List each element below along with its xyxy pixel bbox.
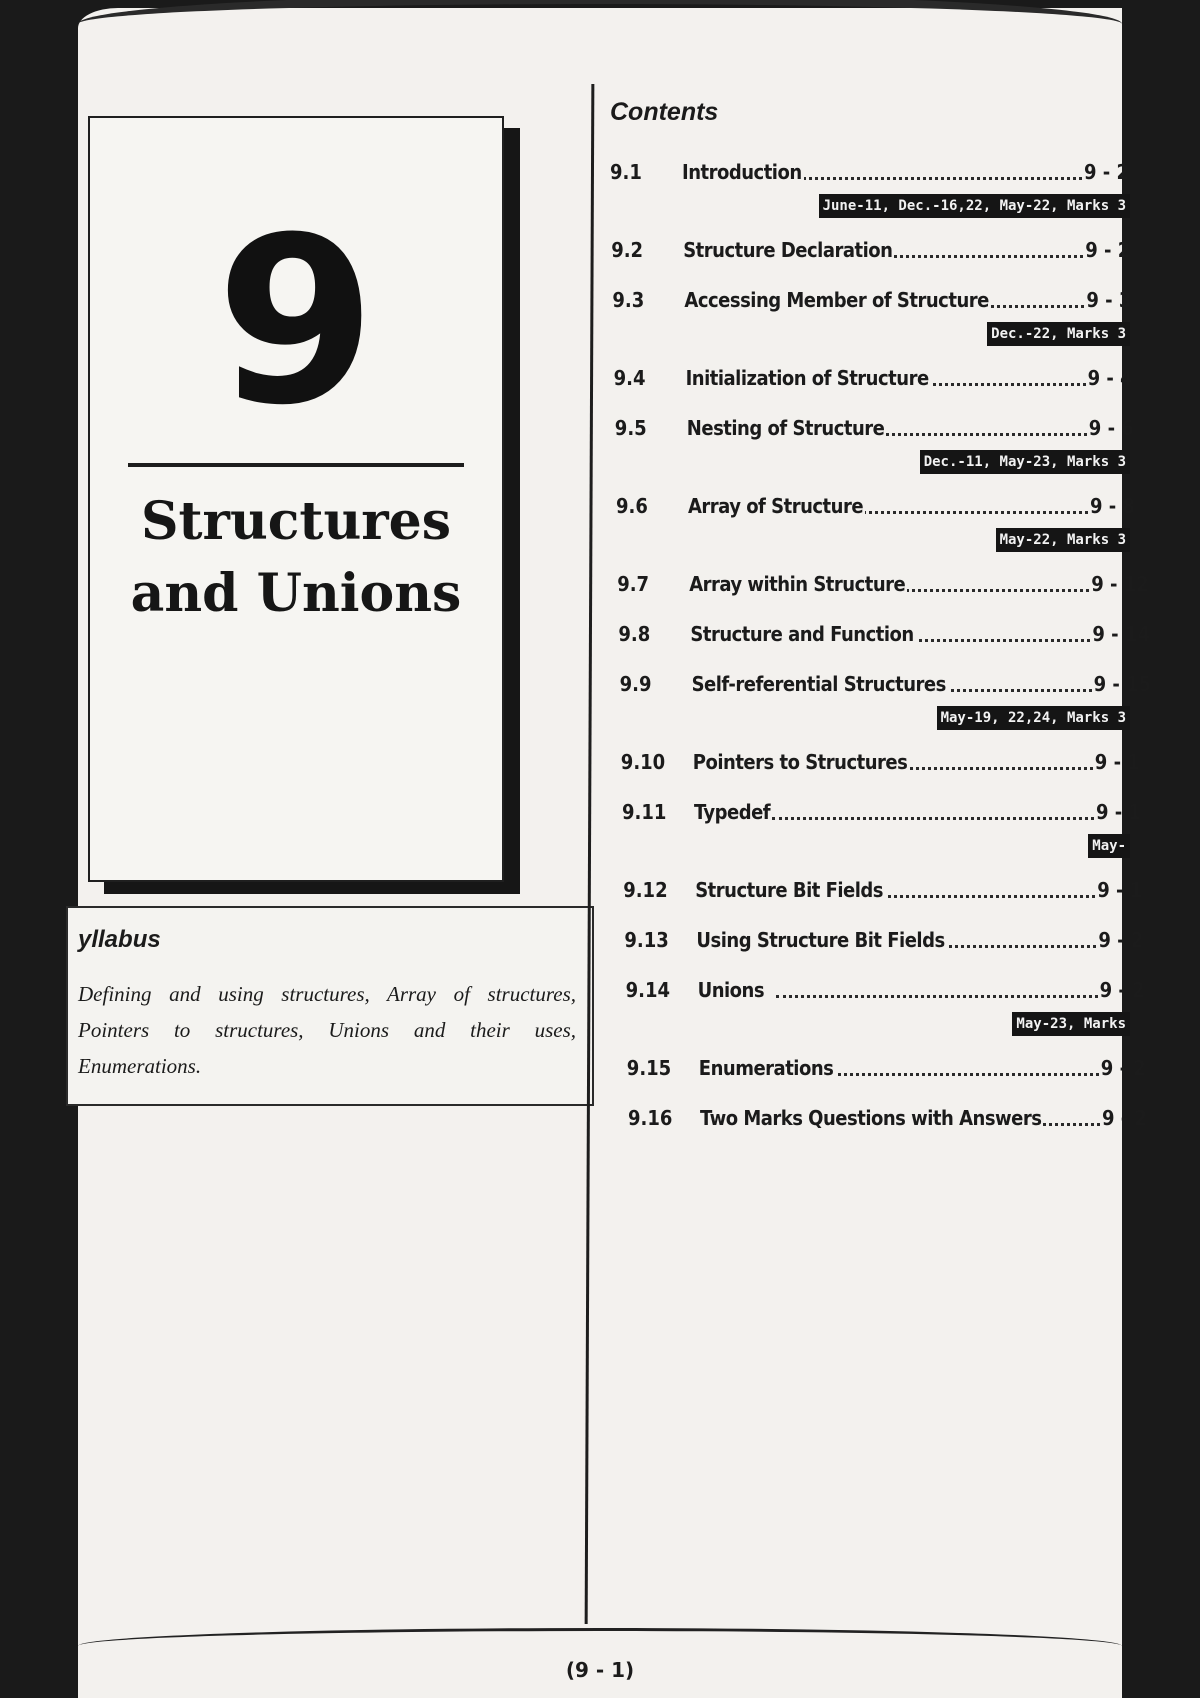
toc-section-number: 9.3 [612,288,645,312]
toc-page-number: 9 - 1 [1096,800,1142,824]
toc-section-number: 9.1 [610,160,642,184]
toc-entry [621,746,1141,778]
toc-page-number: 9 - 2 [1098,928,1144,952]
toc-leader-dots [760,177,1082,180]
page-number: (9 - 1) [565,1658,635,1682]
toc-section-title: Enumerations [699,1052,836,1084]
toc-entry [622,796,1142,828]
toc-section-title: Two Marks Questions with Answers [700,1102,1043,1134]
toc-section-number: 9.15 [626,1056,672,1080]
toc-section-number: 9.16 [628,1106,673,1130]
toc-entry [617,568,1149,600]
exam-tag-badge: May-23, Marks [1012,1012,1130,1036]
toc-section-number: 9.7 [617,572,650,596]
toc-section-number: 9.4 [613,366,646,390]
toc-page-number: 9 - 12 [1091,572,1149,596]
toc-section-number: 9.9 [619,672,652,696]
toc-section-title: Nesting of Structure [687,412,887,444]
toc-section-title: Using Structure Bit Fields [696,924,946,956]
toc-section-number: 9.6 [616,494,648,518]
toc-section-title: Structure and Function [690,618,915,650]
exam-tag-badge: June-11, Dec.-16,22, May-22, Marks 3 [819,194,1130,218]
toc-entry [614,362,1134,394]
toc-section-title: Typedef [694,796,772,828]
toc-section-title: Structure Bit Fields [695,874,885,906]
toc-entry [616,490,1136,522]
syllabus-box [66,906,594,1106]
book-page [78,8,1152,1698]
toc-section-title: Initialization of Structure [686,362,931,394]
toc-section-title: Introduction [682,156,804,188]
toc-page-number: 9 - 2 [1084,160,1130,184]
toc-page-number: 9 - 1 [1094,750,1140,774]
toc-entry [626,974,1146,1006]
toc-entry [624,924,1144,956]
toc-section-number: 9.10 [620,750,666,774]
toc-section-number: 9.13 [624,928,669,952]
toc-page-number: 9 - 2 [1085,238,1131,262]
toc-section-number: 9.2 [611,238,644,262]
toc-entry [618,618,1150,650]
page-curl [78,0,1122,44]
toc-page-number: 9 - 4 [1087,366,1133,390]
syllabus-text: Defining and using structures, Array of structures, Pointers to structures, Unions and their uses, Enumerations. [78,982,576,1078]
exam-tag-badge: Dec.-11, May-23, Marks 3 [920,450,1130,474]
toc-entry [619,668,1152,700]
toc-page-number: 9 - 2 [1102,1106,1148,1130]
toc-entry [611,234,1131,266]
chapter-title-line2: and Unions [130,563,462,624]
toc-leader-dots [772,817,1094,820]
toc-entry [623,874,1143,906]
toc-section-title: Array of Structure [688,490,865,522]
exam-tag-badge: May- [1088,834,1130,858]
toc-page-number: 9 - 2 [1099,978,1145,1002]
toc-entry [612,284,1132,316]
chapter-box [88,116,504,882]
chapter-title-line1: Structures [140,491,452,552]
toc-page-number: 9 - 14 [1092,622,1150,646]
column-divider [585,84,595,1624]
toc-section-title: Accessing Member of Structure [684,284,990,316]
toc-page-number: 9 - 1 [1097,878,1143,902]
chapter-title [90,486,502,630]
toc-leader-dots [776,995,1098,998]
toc-section-number: 9.14 [625,978,670,1002]
toc-page-number: 9 - 8 [1090,494,1136,518]
toc-section-title: Pointers to Structures [693,746,910,778]
toc-page-number: 9 - 3 [1086,288,1132,312]
toc-section-title: Array within Structure [689,568,907,600]
chapter-rule [128,463,464,467]
toc-entry [628,1102,1148,1134]
toc-page-number: 9 - 15 [1093,672,1152,696]
syllabus-heading: yllabus [78,926,161,953]
toc-section-title: Unions [698,974,766,1006]
exam-tag-badge: May-19, 22,24, Marks 3 [937,706,1130,730]
toc-section-number: 9.12 [623,878,668,902]
exam-tag-badge: May-22, Marks 3 [996,528,1130,552]
toc-entry [610,156,1130,188]
chapter-number: 9 [215,189,377,456]
toc-page-number: 9 - 2 [1100,1056,1146,1080]
toc-section-number: 9.8 [618,622,651,646]
toc-section-title: Structure Declaration [683,234,894,266]
exam-tag-badge: Dec.-22, Marks 3 [987,322,1130,346]
toc-section-title: Self-referential Structures [692,668,948,700]
toc-section-number: 9.5 [614,416,647,440]
toc-page-number: 9 - 6 [1088,416,1134,440]
contents-heading: Contents [610,98,719,126]
toc-entry [627,1052,1147,1084]
toc-entry [615,412,1135,444]
toc-section-number: 9.11 [622,800,667,824]
